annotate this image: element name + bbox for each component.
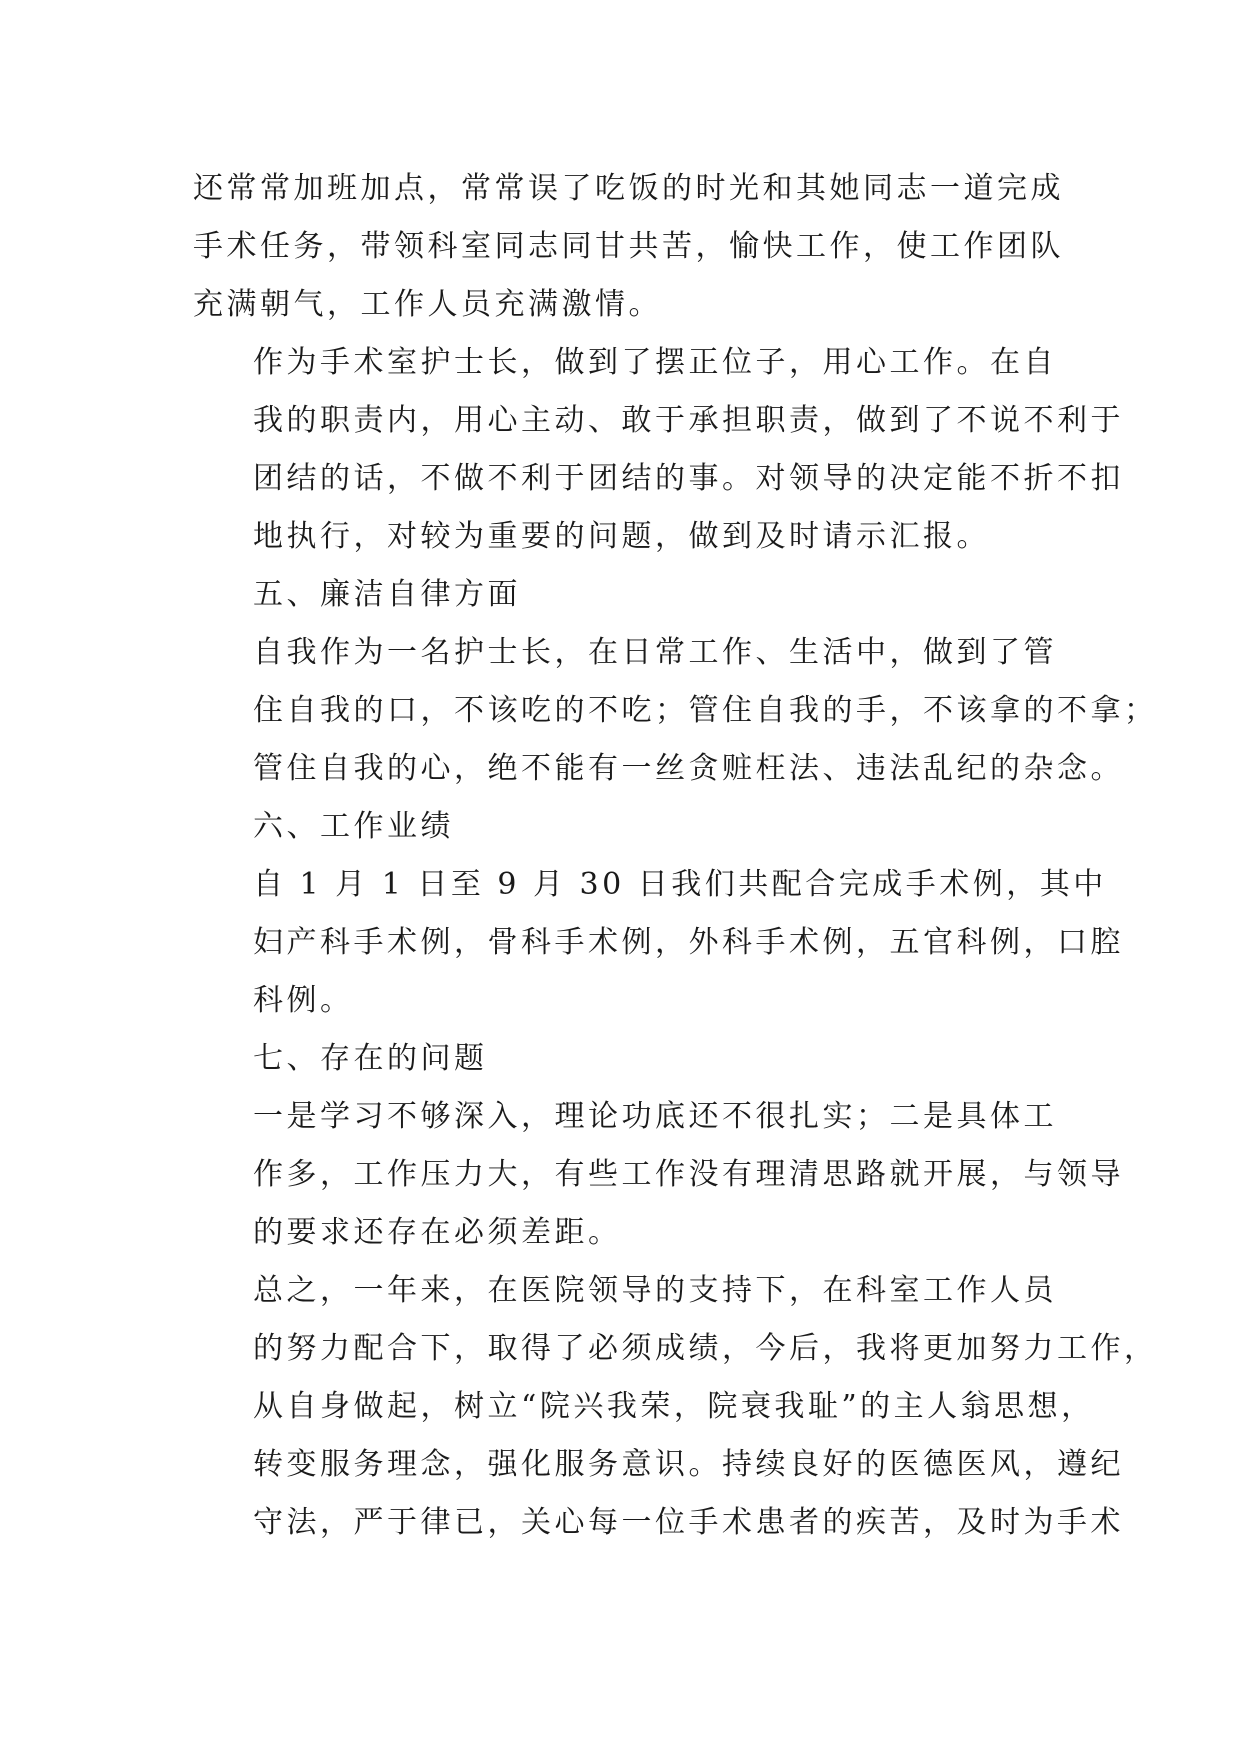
heading-text: 七、存在的问题 (253, 1041, 488, 1076)
text-line: 自 1 月 1 日至 9 月 30 日我们共配合完成手术例，其中 (253, 867, 1107, 902)
heading-text: 六、工作业绩 (253, 809, 454, 844)
section-heading-6 (193, 798, 1063, 856)
text-line: 的要求还存在必须差距。 (253, 1215, 622, 1250)
paragraph-continued (193, 160, 1063, 334)
heading-text: 五、廉洁自律方面 (253, 577, 521, 612)
text-line: 我的职责内，用心主动、敢于承担职责，做到了不说不利于 (253, 403, 1124, 438)
text-line: 一是学习不够深入，理论功底还不很扎实；二是具体工 (253, 1099, 1057, 1134)
section-heading-7 (193, 1030, 1063, 1088)
text-line: 还常常加班加点，常常误了吃饭的时光和其她同志一道完成 (193, 171, 1064, 206)
text-line: 团结的话，不做不利于团结的事。对领导的决定能不折不扣 (253, 461, 1124, 496)
text-line: 自我作为一名护士长，在日常工作、生活中，做到了管 (253, 635, 1057, 670)
paragraph-self-discipline (193, 624, 1158, 798)
text-line: 总之，一年来，在医院领导的支持下，在科室工作人员 (253, 1273, 1057, 1308)
paragraph-problems (193, 1088, 1124, 1262)
text-line: 转变服务理念，强化服务意识。持续良好的医德医风，遵纪 (253, 1447, 1124, 1482)
text-line: 地执行，对较为重要的问题，做到及时请示汇报。 (253, 519, 990, 554)
text-line: 管住自我的心，绝不能有一丝贪赃枉法、违法乱纪的杂念。 (253, 751, 1124, 786)
document-body (193, 160, 1158, 1552)
paragraph-head-nurse-duties (193, 334, 1124, 566)
section-heading-5 (193, 566, 1063, 624)
paragraph-summary (193, 1262, 1158, 1552)
paragraph-work-performance (193, 856, 1124, 1030)
text-line: 守法，严于律已，关心每一位手术患者的疾苦，及时为手术 (253, 1505, 1124, 1540)
text-line: 妇产科手术例，骨科手术例，外科手术例，五官科例，口腔 (253, 925, 1124, 960)
text-line: 科例。 (253, 983, 354, 1018)
text-line: 从自身做起，树立“院兴我荣，院衰我耻”的主人翁思想， (253, 1389, 1095, 1424)
text-line: 充满朝气，工作人员充满激情。 (193, 287, 662, 322)
text-line: 住自我的口，不该吃的不吃；管住自我的手，不该拿的不拿； (253, 693, 1158, 728)
text-line: 手术任务，带领科室同志同甘共苦，愉快工作，使工作团队 (193, 229, 1064, 264)
text-line: 的努力配合下，取得了必须成绩，今后，我将更加努力工作， (253, 1331, 1158, 1366)
text-line: 作多，工作压力大，有些工作没有理清思路就开展，与领导 (253, 1157, 1124, 1192)
text-line: 作为手术室护士长，做到了摆正位子，用心工作。在自 (253, 345, 1057, 380)
